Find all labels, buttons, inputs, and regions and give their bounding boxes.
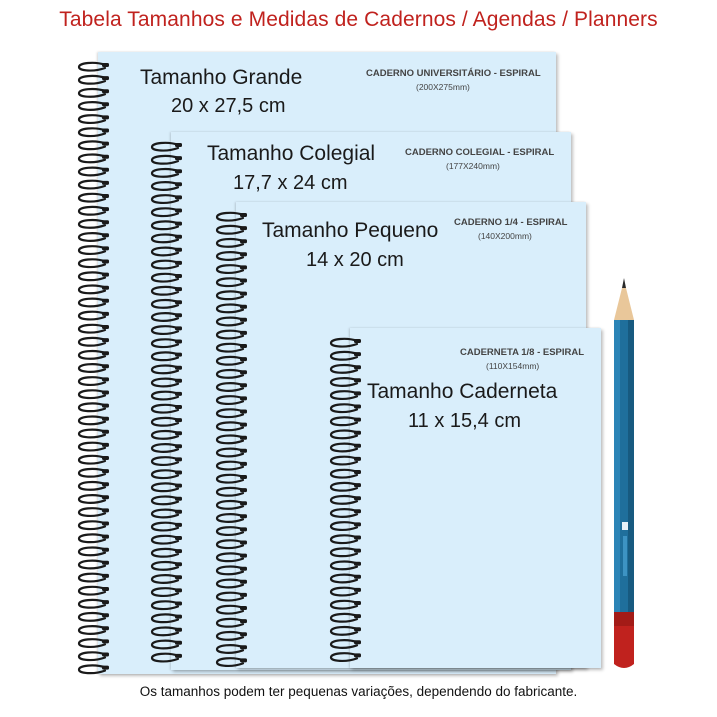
spiral-coil xyxy=(79,128,109,136)
spiral-coil xyxy=(331,483,361,491)
spiral-coil xyxy=(217,409,247,417)
spiral-coil xyxy=(331,417,361,425)
spiral-coil xyxy=(79,626,109,634)
spiral-coil xyxy=(217,540,247,548)
spiral-coil xyxy=(79,207,109,215)
spiral-coil xyxy=(331,496,361,504)
spiral-coil xyxy=(152,614,182,622)
spiral-coil xyxy=(152,352,182,360)
spiral-coil xyxy=(152,536,182,544)
spiral-coil xyxy=(79,246,109,254)
spiral-coil xyxy=(217,606,247,614)
spiral-coil xyxy=(152,326,182,334)
spiral-coil xyxy=(217,278,247,286)
spiral-coil xyxy=(152,510,182,518)
spiral-coil xyxy=(331,653,361,661)
notebook-name: Tamanho Colegial xyxy=(207,142,376,165)
spiral-coil xyxy=(79,403,109,411)
spiral-coil xyxy=(79,89,109,97)
spiral-coil xyxy=(152,169,182,177)
spiral-coil xyxy=(79,272,109,280)
spiral-coil xyxy=(79,482,109,490)
spiral-coil xyxy=(217,213,247,221)
spiral-coil xyxy=(217,514,247,522)
spiral-coil xyxy=(331,535,361,543)
spiral-coil xyxy=(152,641,182,649)
spiral-coil xyxy=(217,252,247,260)
spiral-coil xyxy=(331,548,361,556)
spiral-coil xyxy=(331,444,361,452)
spiral-coil xyxy=(79,168,109,176)
spiral-coil xyxy=(217,396,247,404)
spiral-coil xyxy=(79,521,109,529)
spiral-coil xyxy=(152,287,182,295)
spiral-coil xyxy=(217,422,247,430)
spiral-coil xyxy=(331,404,361,412)
spiral-coil xyxy=(217,593,247,601)
spiral-coil xyxy=(79,286,109,294)
spiral-coil xyxy=(79,443,109,451)
spiral-coil xyxy=(217,370,247,378)
spiral-binding-icon xyxy=(76,52,116,674)
spiral-coil xyxy=(331,588,361,596)
spiral-coil xyxy=(217,501,247,509)
spiral-coil xyxy=(217,357,247,365)
spiral-coil xyxy=(152,235,182,243)
spiral-coil xyxy=(79,561,109,569)
spiral-coil xyxy=(217,488,247,496)
spiral-coil xyxy=(217,226,247,234)
spiral-coil xyxy=(331,391,361,399)
spiral-coil xyxy=(152,208,182,216)
notebook-type-label: CADERNO UNIVERSITÁRIO - ESPIRAL xyxy=(366,68,541,79)
spiral-binding-icon xyxy=(214,202,254,668)
spiral-coil xyxy=(217,619,247,627)
spiral-coil xyxy=(217,449,247,457)
spiral-coil xyxy=(152,497,182,505)
spiral-coil xyxy=(331,575,361,583)
spiral-coil xyxy=(79,639,109,647)
spiral-coil xyxy=(217,331,247,339)
spiral-coil xyxy=(152,248,182,256)
spiral-coil xyxy=(152,418,182,426)
spiral-coil xyxy=(331,457,361,465)
spiral-coil xyxy=(79,155,109,163)
spiral-coil xyxy=(331,431,361,439)
notebook-size: 17,7 x 24 cm xyxy=(233,172,348,194)
spiral-coil xyxy=(217,291,247,299)
spiral-coil xyxy=(79,102,109,110)
spiral-coil xyxy=(152,261,182,269)
spiral-coil xyxy=(217,475,247,483)
spiral-coil xyxy=(152,366,182,374)
spiral-coil xyxy=(79,364,109,372)
spiral-coil xyxy=(79,587,109,595)
spiral-coil xyxy=(331,352,361,360)
spiral-coil xyxy=(79,181,109,189)
spiral-coil xyxy=(152,457,182,465)
spiral-coil xyxy=(152,339,182,347)
spiral-coil xyxy=(152,431,182,439)
spiral-coil xyxy=(152,143,182,151)
spiral-coil xyxy=(79,534,109,542)
spiral-coil xyxy=(152,654,182,662)
spiral-coil xyxy=(152,549,182,557)
spiral-coil xyxy=(217,567,247,575)
spiral-coil xyxy=(331,614,361,622)
spiral-coil xyxy=(217,344,247,352)
notebook-size: 11 x 15,4 cm xyxy=(408,410,522,432)
spiral-coil xyxy=(152,562,182,570)
spiral-coil xyxy=(79,574,109,582)
spiral-coil xyxy=(331,509,361,517)
spiral-coil xyxy=(217,632,247,640)
spiral-coil xyxy=(217,265,247,273)
spiral-coil xyxy=(79,194,109,202)
spiral-coil xyxy=(331,562,361,570)
spiral-coil xyxy=(79,495,109,503)
spiral-coil xyxy=(217,383,247,391)
notebook-type-label: CADERNETA 1/8 - ESPIRAL xyxy=(460,347,585,358)
spiral-coil xyxy=(79,430,109,438)
notebook-type-label: CADERNO COLEGIAL - ESPIRAL xyxy=(405,147,555,158)
spiral-coil xyxy=(79,652,109,660)
spiral-coil xyxy=(152,523,182,531)
spiral-coil xyxy=(331,640,361,648)
spiral-coil xyxy=(331,627,361,635)
spiral-coil xyxy=(152,274,182,282)
notebook-dimensions-label: (200X275mm) xyxy=(416,82,470,92)
spiral-coil xyxy=(217,527,247,535)
spiral-coil xyxy=(79,76,109,84)
page-title: Tabela Tamanhos e Medidas de Cadernos / Agendas / Planners xyxy=(59,8,658,31)
spiral-coil xyxy=(152,483,182,491)
spiral-coil xyxy=(152,628,182,636)
spiral-binding-icon xyxy=(149,132,189,670)
spiral-coil xyxy=(152,588,182,596)
spiral-coil xyxy=(152,182,182,190)
spiral-coil xyxy=(217,462,247,470)
spiral-coil xyxy=(152,300,182,308)
notebook-name: Tamanho Grande xyxy=(140,66,303,89)
spiral-coil xyxy=(79,63,109,71)
spiral-coil xyxy=(152,221,182,229)
spiral-coil xyxy=(79,377,109,385)
spiral-coil xyxy=(217,318,247,326)
spiral-coil xyxy=(79,508,109,516)
spiral-coil xyxy=(217,436,247,444)
spiral-coil xyxy=(79,233,109,241)
spiral-coil xyxy=(79,390,109,398)
notebook-size: 14 x 20 cm xyxy=(306,249,404,271)
notebook-dimensions-label: (140X200mm) xyxy=(478,231,532,241)
notebook-type-label: CADERNO 1/4 - ESPIRAL xyxy=(454,217,568,228)
notebook-caderneta xyxy=(350,328,601,668)
spiral-coil xyxy=(79,299,109,307)
spiral-coil xyxy=(152,156,182,164)
spiral-coil xyxy=(79,600,109,608)
spiral-coil xyxy=(331,378,361,386)
spiral-coil xyxy=(331,339,361,347)
spiral-coil xyxy=(79,456,109,464)
spiral-coil xyxy=(79,613,109,621)
spiral-coil xyxy=(217,239,247,247)
spiral-coil xyxy=(331,470,361,478)
spiral-coil xyxy=(152,379,182,387)
spiral-coil xyxy=(152,195,182,203)
spiral-coil xyxy=(79,325,109,333)
spiral-coil xyxy=(79,115,109,123)
spiral-coil xyxy=(331,365,361,373)
spiral-coil xyxy=(79,469,109,477)
spiral-coil xyxy=(217,658,247,666)
spiral-coil xyxy=(79,351,109,359)
spiral-coil xyxy=(79,141,109,149)
notebook-dimensions-label: (177X240mm) xyxy=(446,161,500,171)
spiral-coil xyxy=(79,220,109,228)
spiral-coil xyxy=(79,417,109,425)
spiral-coil xyxy=(217,553,247,561)
spiral-coil xyxy=(79,259,109,267)
pencil-icon xyxy=(612,276,636,676)
spiral-binding-icon xyxy=(328,328,368,668)
spiral-coil xyxy=(79,665,109,673)
notebook-size: 20 x 27,5 cm xyxy=(171,95,286,117)
spiral-coil xyxy=(331,601,361,609)
spiral-coil xyxy=(79,548,109,556)
spiral-coil xyxy=(79,312,109,320)
spiral-coil xyxy=(79,338,109,346)
spiral-coil xyxy=(152,444,182,452)
notebook-name: Tamanho Caderneta xyxy=(367,380,558,403)
spiral-coil xyxy=(217,645,247,653)
spiral-coil xyxy=(152,392,182,400)
spiral-coil xyxy=(152,601,182,609)
notebook-name: Tamanho Pequeno xyxy=(262,219,439,242)
spiral-coil xyxy=(152,470,182,478)
spiral-coil xyxy=(152,405,182,413)
spiral-coil xyxy=(217,580,247,588)
spiral-coil xyxy=(217,305,247,313)
spiral-coil xyxy=(152,313,182,321)
spiral-coil xyxy=(331,522,361,530)
spiral-coil xyxy=(152,575,182,583)
notebook-dimensions-label: (110X154mm) xyxy=(486,361,540,371)
footer-note: Os tamanhos podem ter pequenas variações, dependendo do fabricante. xyxy=(139,684,578,699)
